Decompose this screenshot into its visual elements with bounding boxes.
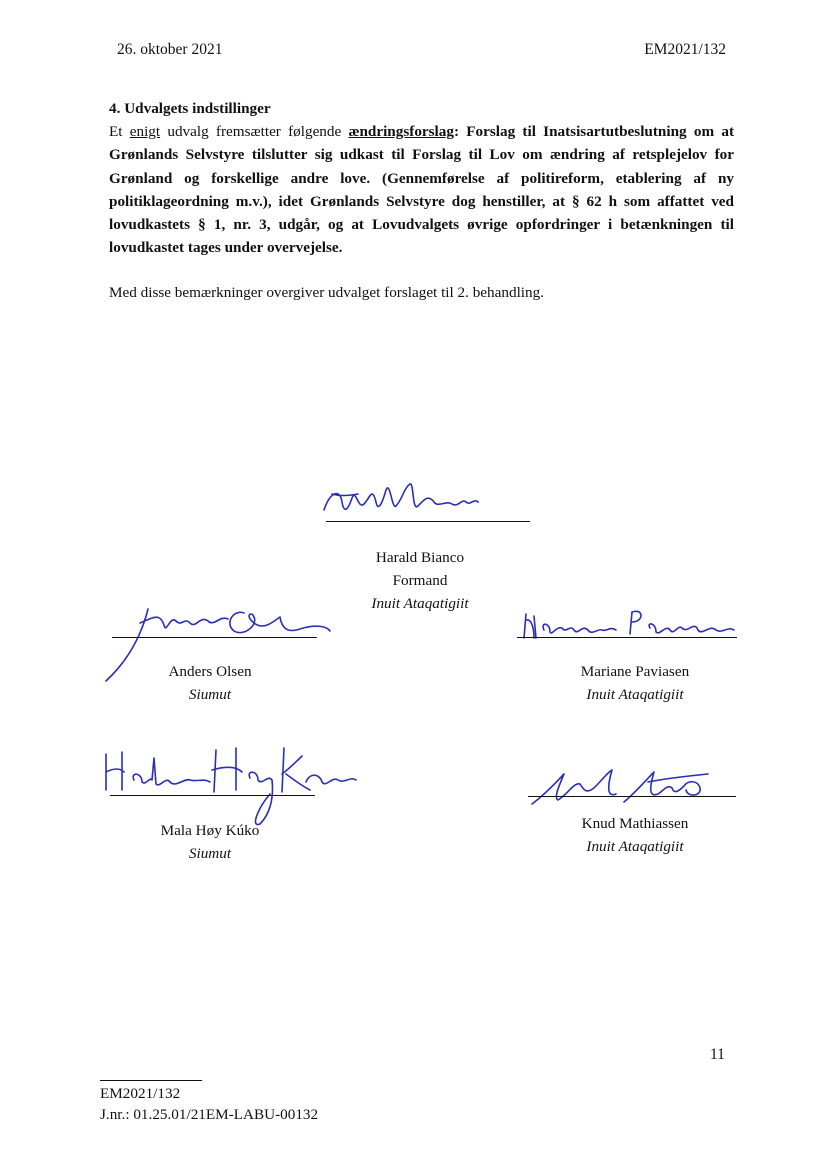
signature-line-member-1: [112, 637, 317, 638]
signature-block-member-4: [545, 812, 725, 858]
section-heading: 4. Udvalgets indstillinger: [109, 100, 271, 117]
signature-line-chair: [326, 521, 530, 522]
member-4-party: Inuit Ataqatigiit: [586, 838, 684, 855]
intro-text-2: udvalg fremsætter følgende: [160, 123, 349, 141]
enigt-word: enigt: [129, 123, 161, 141]
section-udvalgets-indstillinger: [109, 97, 734, 259]
member-3-name: Mala Høy Kúko: [160, 822, 260, 839]
recommendation-paragraph: [109, 120, 734, 259]
signature-block-chair: [330, 546, 510, 615]
signature-mariane-paviasen: [520, 600, 740, 645]
member-4-name: Knud Mathiassen: [581, 815, 689, 832]
member-3-party: Siumut: [188, 845, 232, 862]
member-2-name: Mariane Paviasen: [580, 663, 690, 680]
header-date: 26. oktober 2021: [117, 41, 223, 58]
signature-block-member-2: [545, 660, 725, 706]
chair-party: Inuit Ataqatigiit: [371, 595, 469, 612]
recommendation-text: : Forslag til Inatsisartutbeslutning om at Grønlands Selvstyre tilslutter sig udkast til Forslag til Lov om ændring af retsplejelov for Grønland og forskellige andre love. (Gennemførelse af politireform, etablering af ny politiklageordning m.v.), idet Grønlands Selvstyre dog henstiller, at § 62 h som affattet ved lovudkastets § 1, nr. 3, udgår, og at Lovudvalgets øvrige opfordringer i betænkningen til lovudkastet tages under overvejelse.: [109, 123, 735, 257]
chair-name: Harald Bianco: [375, 549, 465, 566]
page-number: 11: [710, 1046, 725, 1063]
signature-harald-bianco: [318, 480, 488, 525]
footer-journal-number: J.nr.: 01.25.01/21EM-LABU-00132: [100, 1106, 319, 1123]
header-reference: EM2021/132: [644, 41, 726, 58]
member-1-party: Siumut: [188, 686, 232, 703]
footer-rule: [100, 1080, 202, 1081]
chair-role: Formand: [392, 572, 448, 589]
intro-text-1: Et: [109, 123, 130, 141]
signature-line-member-2: [517, 637, 737, 638]
signature-mala-hoy-kuko: [100, 738, 360, 828]
closing-sentence: Med disse bemærkninger overgiver udvalget forslaget til 2. behandling.: [109, 284, 544, 301]
signature-line-member-4: [528, 796, 736, 797]
member-2-party: Inuit Ataqatigiit: [586, 686, 684, 703]
signature-block-member-1: [130, 660, 290, 706]
signature-line-member-3: [110, 795, 315, 796]
member-1-name: Anders Olsen: [168, 663, 252, 680]
footer-reference: EM2021/132: [100, 1085, 181, 1102]
aendringsforslag-word: ændringsforslag: [348, 123, 454, 141]
footer: [100, 1083, 318, 1125]
signature-knud-mathiassen: [528, 764, 718, 809]
signature-block-member-3: [130, 819, 290, 865]
